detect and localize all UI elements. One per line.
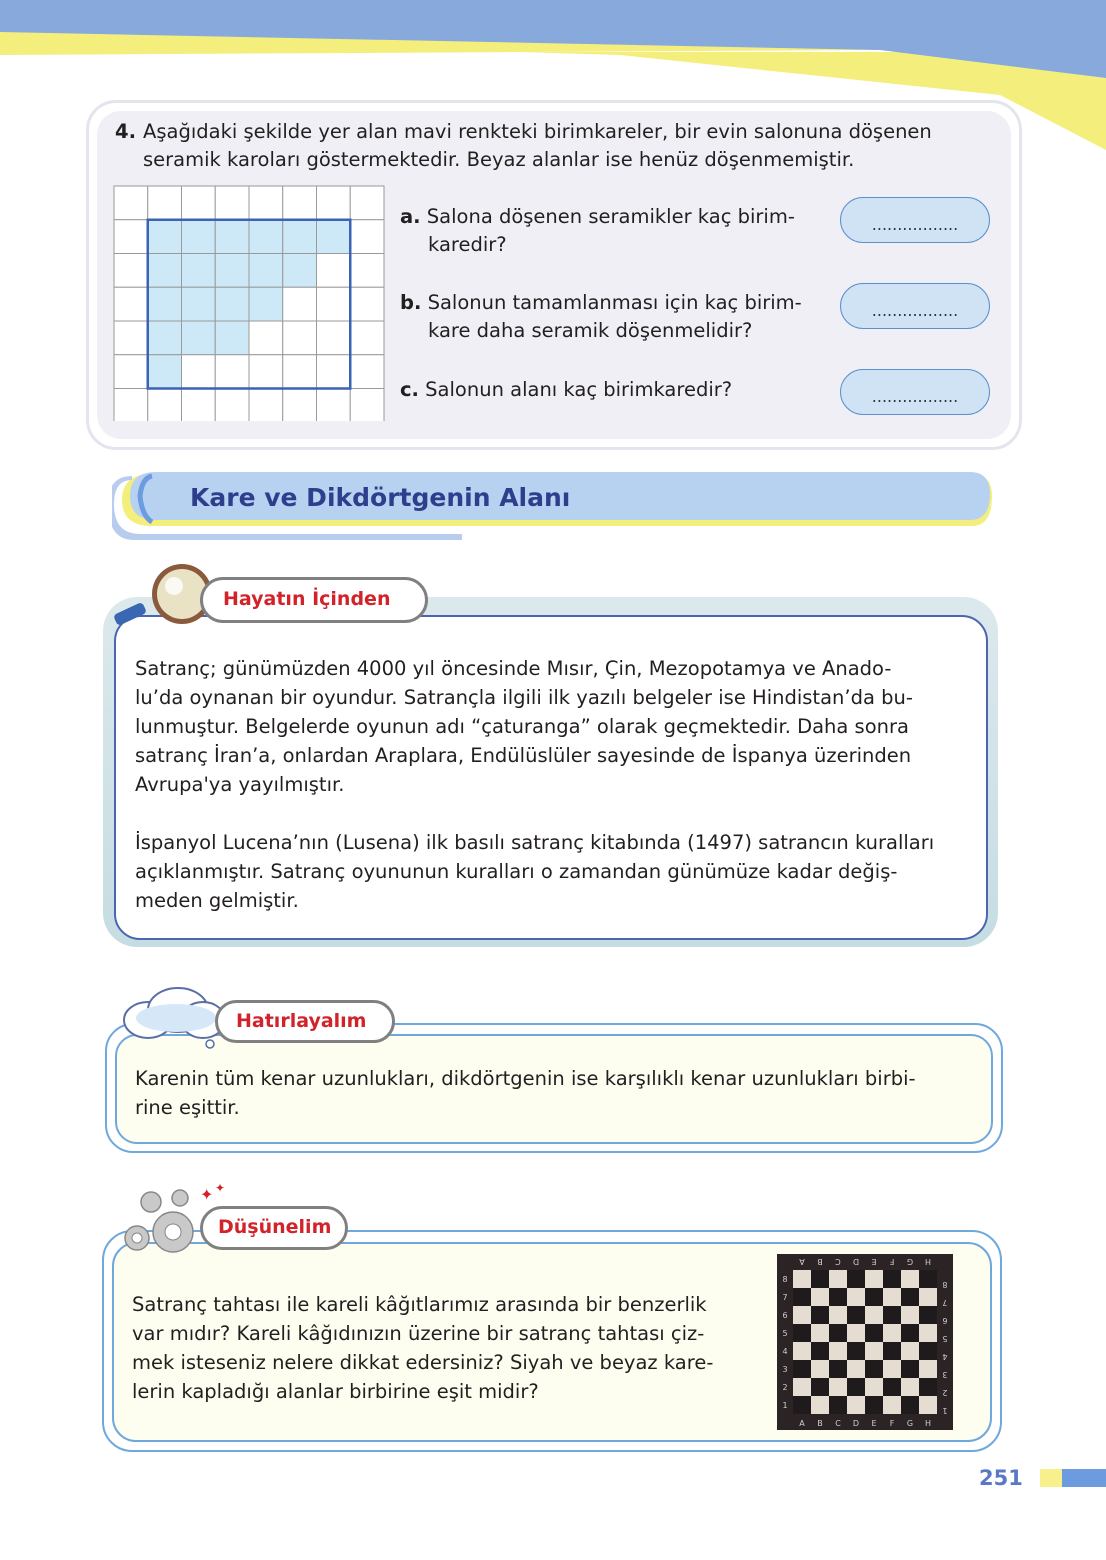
text-line: mek isteseniz nelere dikkat edersiniz? Siyah ve beyaz kare- [132, 1351, 714, 1374]
light-square [919, 1396, 937, 1414]
tile-cell [182, 287, 216, 321]
dark-square [865, 1360, 883, 1378]
file-label-top: H [924, 1257, 932, 1266]
file-label-top: F [889, 1257, 895, 1266]
file-label-bottom: G [906, 1419, 914, 1428]
empty-cell [317, 321, 351, 355]
part-c [400, 376, 830, 404]
light-square [901, 1378, 919, 1396]
rank-label-left: 2 [782, 1383, 788, 1392]
light-square [811, 1324, 829, 1342]
light-square [793, 1306, 811, 1324]
empty-cell [249, 389, 283, 422]
empty-cell [182, 355, 216, 389]
question-line-1: Aşağıdaki şekilde yer alan mavi renkteki birimkareler, bir evin salonuna döşenen [143, 120, 932, 143]
empty-cell [114, 321, 148, 355]
chessboard-image [777, 1254, 953, 1430]
light-square [847, 1324, 865, 1342]
tile-cell [283, 220, 317, 254]
answer-box-c[interactable]: ................. [840, 369, 990, 415]
dark-square [919, 1378, 937, 1396]
rank-label-right: 7 [942, 1298, 948, 1307]
empty-cell [317, 389, 351, 422]
light-square [919, 1288, 937, 1306]
dark-square [793, 1288, 811, 1306]
tile-cell [182, 254, 216, 288]
empty-cell [215, 389, 249, 422]
file-label-bottom: B [817, 1419, 823, 1428]
tile-cell [249, 220, 283, 254]
file-label-bottom: C [835, 1419, 841, 1428]
empty-cell [114, 220, 148, 254]
rank-label-left: 3 [782, 1365, 788, 1374]
rank-label-left: 8 [782, 1275, 788, 1284]
tile-cell [148, 220, 182, 254]
light-square [901, 1342, 919, 1360]
dark-square [919, 1270, 937, 1288]
page-number: 251 [979, 1466, 1023, 1490]
dark-square [901, 1324, 919, 1342]
light-square [829, 1306, 847, 1324]
light-square [847, 1360, 865, 1378]
text-line: meden gelmiştir. [135, 889, 299, 912]
dark-square [919, 1342, 937, 1360]
light-square [865, 1306, 883, 1324]
footer-blue-bar [1062, 1469, 1106, 1487]
file-label-top: E [871, 1257, 877, 1266]
empty-cell [317, 355, 351, 389]
tile-cell [249, 254, 283, 288]
section-title: Kare ve Dikdörtgenin Alanı [190, 483, 571, 512]
light-square [811, 1396, 829, 1414]
light-square [865, 1270, 883, 1288]
part-b-line-2: kare daha seramik döşenmelidir? [428, 319, 753, 342]
empty-cell [283, 355, 317, 389]
hatirlayalim-tab: Hatırlayalım [215, 1000, 395, 1043]
text-line: Satranç tahtası ile kareli kâğıtlarımız arasında bir benzerlik [132, 1293, 707, 1316]
empty-cell [350, 389, 384, 422]
light-square [811, 1288, 829, 1306]
dark-square [901, 1288, 919, 1306]
empty-cell [350, 287, 384, 321]
dusunelim-text [132, 1290, 752, 1406]
file-label-bottom: E [871, 1419, 877, 1428]
rank-label-right: 3 [942, 1370, 948, 1379]
text-line: rine eşittir. [135, 1096, 240, 1119]
tile-cell [182, 321, 216, 355]
tile-cell [215, 287, 249, 321]
empty-cell [249, 321, 283, 355]
text-line: var mıdır? Kareli kâğıdınızın üzerine bir satranç tahtası çiz- [132, 1322, 705, 1345]
empty-cell [283, 186, 317, 220]
file-label-top: B [817, 1257, 823, 1266]
empty-cell [350, 186, 384, 220]
dark-square [829, 1324, 847, 1342]
part-c-line-1: Salonun alanı kaç birimkaredir? [425, 378, 733, 401]
empty-cell [350, 254, 384, 288]
text-line: Avrupa'ya yayılmıştır. [135, 773, 345, 796]
empty-cell [114, 254, 148, 288]
part-a-line-1: Salona döşenen seramikler kaç birim- [426, 205, 795, 228]
light-square [847, 1288, 865, 1306]
light-square [883, 1396, 901, 1414]
empty-cell [283, 321, 317, 355]
file-label-bottom: H [924, 1419, 932, 1428]
answer-box-a[interactable]: ................. [840, 197, 990, 243]
rank-label-right: 2 [942, 1388, 948, 1397]
light-square [847, 1396, 865, 1414]
dark-square [793, 1396, 811, 1414]
dark-square [865, 1324, 883, 1342]
file-label-top: G [906, 1257, 914, 1266]
dusunelim-tab: Düşünelim [200, 1206, 348, 1250]
empty-cell [350, 321, 384, 355]
light-square [901, 1270, 919, 1288]
dark-square [883, 1378, 901, 1396]
dark-square [901, 1360, 919, 1378]
dark-square [811, 1306, 829, 1324]
empty-cell [182, 389, 216, 422]
answer-box-b[interactable]: ................. [840, 283, 990, 329]
dark-square [883, 1342, 901, 1360]
question-line-2: seramik karoları göstermektedir. Beyaz alanlar ise henüz döşenmemiştir. [143, 148, 855, 171]
rank-label-right: 8 [942, 1280, 948, 1289]
question-4-stem [115, 118, 1005, 174]
dark-square [847, 1378, 865, 1396]
light-square [829, 1342, 847, 1360]
text-line: satranç İran’a, onlardan Araplara, Endülüslüler sayesinde de İspanya üzerinden [135, 744, 912, 767]
dark-square [811, 1378, 829, 1396]
rank-label-left: 4 [782, 1347, 788, 1356]
dark-square [793, 1360, 811, 1378]
dark-square [865, 1288, 883, 1306]
dark-square [829, 1288, 847, 1306]
empty-cell [283, 287, 317, 321]
dark-square [919, 1306, 937, 1324]
empty-cell [350, 220, 384, 254]
empty-cell [114, 287, 148, 321]
empty-cell [249, 355, 283, 389]
empty-cell [283, 389, 317, 422]
question-number: 4. [115, 120, 136, 143]
tile-cell [182, 220, 216, 254]
light-square [865, 1342, 883, 1360]
rank-label-left: 5 [782, 1329, 788, 1338]
dark-square [847, 1342, 865, 1360]
dark-square [883, 1270, 901, 1288]
dark-square [811, 1270, 829, 1288]
text-line: Satranç; günümüzden 4000 yıl öncesinde Mısır, Çin, Mezopotamya ve Anado- [135, 657, 892, 680]
light-square [883, 1360, 901, 1378]
light-square [883, 1288, 901, 1306]
part-a-line-2: karedir? [428, 233, 507, 256]
dark-square [865, 1396, 883, 1414]
part-b [400, 289, 830, 345]
text-line: İspanyol Lucena’nın (Lusena) ilk basılı satranç kitabında (1497) satrancın kuralları [135, 831, 935, 854]
tile-cell [148, 355, 182, 389]
light-square [829, 1270, 847, 1288]
light-square [829, 1378, 847, 1396]
empty-cell [215, 186, 249, 220]
text-line: açıklanmıştır. Satranç oyununun kuralları o zamandan günümüze kadar değiş- [135, 860, 898, 883]
light-square [793, 1342, 811, 1360]
hayatin-icinden-paragraph-2 [135, 828, 975, 915]
rank-label-left: 7 [782, 1293, 788, 1302]
light-square [901, 1306, 919, 1324]
part-a [400, 203, 830, 259]
rank-label-right: 1 [942, 1406, 948, 1415]
light-square [793, 1270, 811, 1288]
light-square [793, 1378, 811, 1396]
tile-cell [249, 287, 283, 321]
text-line: Karenin tüm kenar uzunlukları, dikdörtgenin ise karşılıklı kenar uzunlukları birbi- [135, 1067, 916, 1090]
dark-square [847, 1306, 865, 1324]
light-square [865, 1378, 883, 1396]
hatirlayalim-text [135, 1064, 975, 1122]
cloud-icon [118, 982, 228, 1052]
text-line: lunmuştur. Belgelerde oyunun adı “çaturanga” olarak geçmektedir. Daha sonra [135, 715, 909, 738]
part-b-label: b. [400, 291, 422, 314]
dark-square [793, 1324, 811, 1342]
tile-cell [283, 254, 317, 288]
tile-cell [148, 287, 182, 321]
tile-grid-figure [113, 185, 385, 421]
svg-text:✦: ✦ [200, 1185, 214, 1204]
rank-label-left: 1 [782, 1401, 788, 1410]
footer-yellow-bar [1040, 1469, 1062, 1487]
rank-label-right: 6 [942, 1316, 948, 1325]
text-line: lu’da oynanan bir oyundur. Satrançla ilgili ilk yazılı belgeler ise Hindistan’da bu- [135, 686, 913, 709]
rank-label-left: 6 [782, 1311, 788, 1320]
file-label-bottom: A [799, 1419, 805, 1428]
rank-label-right: 4 [942, 1352, 948, 1361]
tile-cell [148, 254, 182, 288]
hayatin-icinden-tab: Hayatın İçinden [200, 577, 428, 623]
empty-cell [249, 186, 283, 220]
tile-cell [215, 220, 249, 254]
dark-square [901, 1396, 919, 1414]
empty-cell [148, 186, 182, 220]
dark-square [811, 1342, 829, 1360]
empty-cell [350, 355, 384, 389]
empty-cell [317, 254, 351, 288]
tile-cell [215, 254, 249, 288]
file-label-bottom: D [852, 1419, 860, 1428]
hayatin-icinden-paragraph-1 [135, 654, 975, 799]
text-line: lerin kapladığı alanlar birbirine eşit midir? [132, 1380, 539, 1403]
empty-cell [182, 186, 216, 220]
tile-cell [215, 321, 249, 355]
file-label-top: C [835, 1257, 841, 1266]
dark-square [847, 1270, 865, 1288]
dark-square [829, 1360, 847, 1378]
dark-square [829, 1396, 847, 1414]
rank-label-right: 5 [942, 1334, 948, 1343]
part-a-label: a. [400, 205, 421, 228]
light-square [919, 1360, 937, 1378]
dark-square [883, 1306, 901, 1324]
light-square [919, 1324, 937, 1342]
svg-text:✦: ✦ [215, 1181, 226, 1195]
part-b-line-1: Salonun tamamlanması için kaç birim- [427, 291, 802, 314]
file-label-top: D [852, 1257, 860, 1266]
empty-cell [114, 355, 148, 389]
empty-cell [317, 186, 351, 220]
light-square [811, 1360, 829, 1378]
tile-cell [148, 321, 182, 355]
light-square [883, 1324, 901, 1342]
part-c-label: c. [400, 378, 419, 401]
empty-cell [317, 287, 351, 321]
tile-cell [317, 220, 351, 254]
empty-cell [114, 186, 148, 220]
file-label-top: A [799, 1257, 805, 1266]
file-label-bottom: F [889, 1419, 895, 1428]
empty-cell [114, 389, 148, 422]
empty-cell [148, 389, 182, 422]
empty-cell [215, 355, 249, 389]
